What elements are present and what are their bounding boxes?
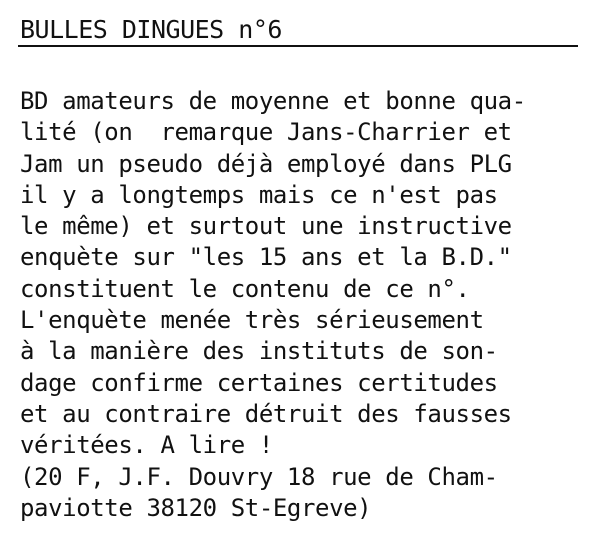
body-line: véritées. A lire ! [20, 431, 273, 460]
body-line: Jam un pseudo déjà employé dans PLG [20, 149, 512, 178]
heading-underline [18, 45, 578, 47]
body-line: dage confirme certaines certitudes [20, 368, 498, 397]
body-line: il y a longtemps mais ce n'est pas [20, 180, 498, 209]
body-line: constituent le contenu de ce n°. [20, 274, 470, 303]
body-line: et au contraire détruit des fausses [20, 399, 512, 428]
review-heading: BULLES DINGUES n°6 [20, 15, 282, 44]
body-line: paviotte 38120 St-Egreve) [20, 493, 372, 522]
body-line: à la manière des instituts de son- [20, 337, 498, 366]
review-body [20, 86, 590, 524]
body-line: enquète sur "les 15 ans et la B.D." [20, 243, 512, 272]
body-line: (20 F, J.F. Douvry 18 rue de Cham- [20, 462, 498, 491]
body-line: L'enquète menée très sérieusement [20, 306, 484, 335]
body-line: lité (on remarque Jans-Charrier et [20, 118, 512, 147]
body-line: BD amateurs de moyenne et bonne qua- [20, 87, 526, 115]
body-line: le même) et surtout une instructive [20, 212, 512, 241]
